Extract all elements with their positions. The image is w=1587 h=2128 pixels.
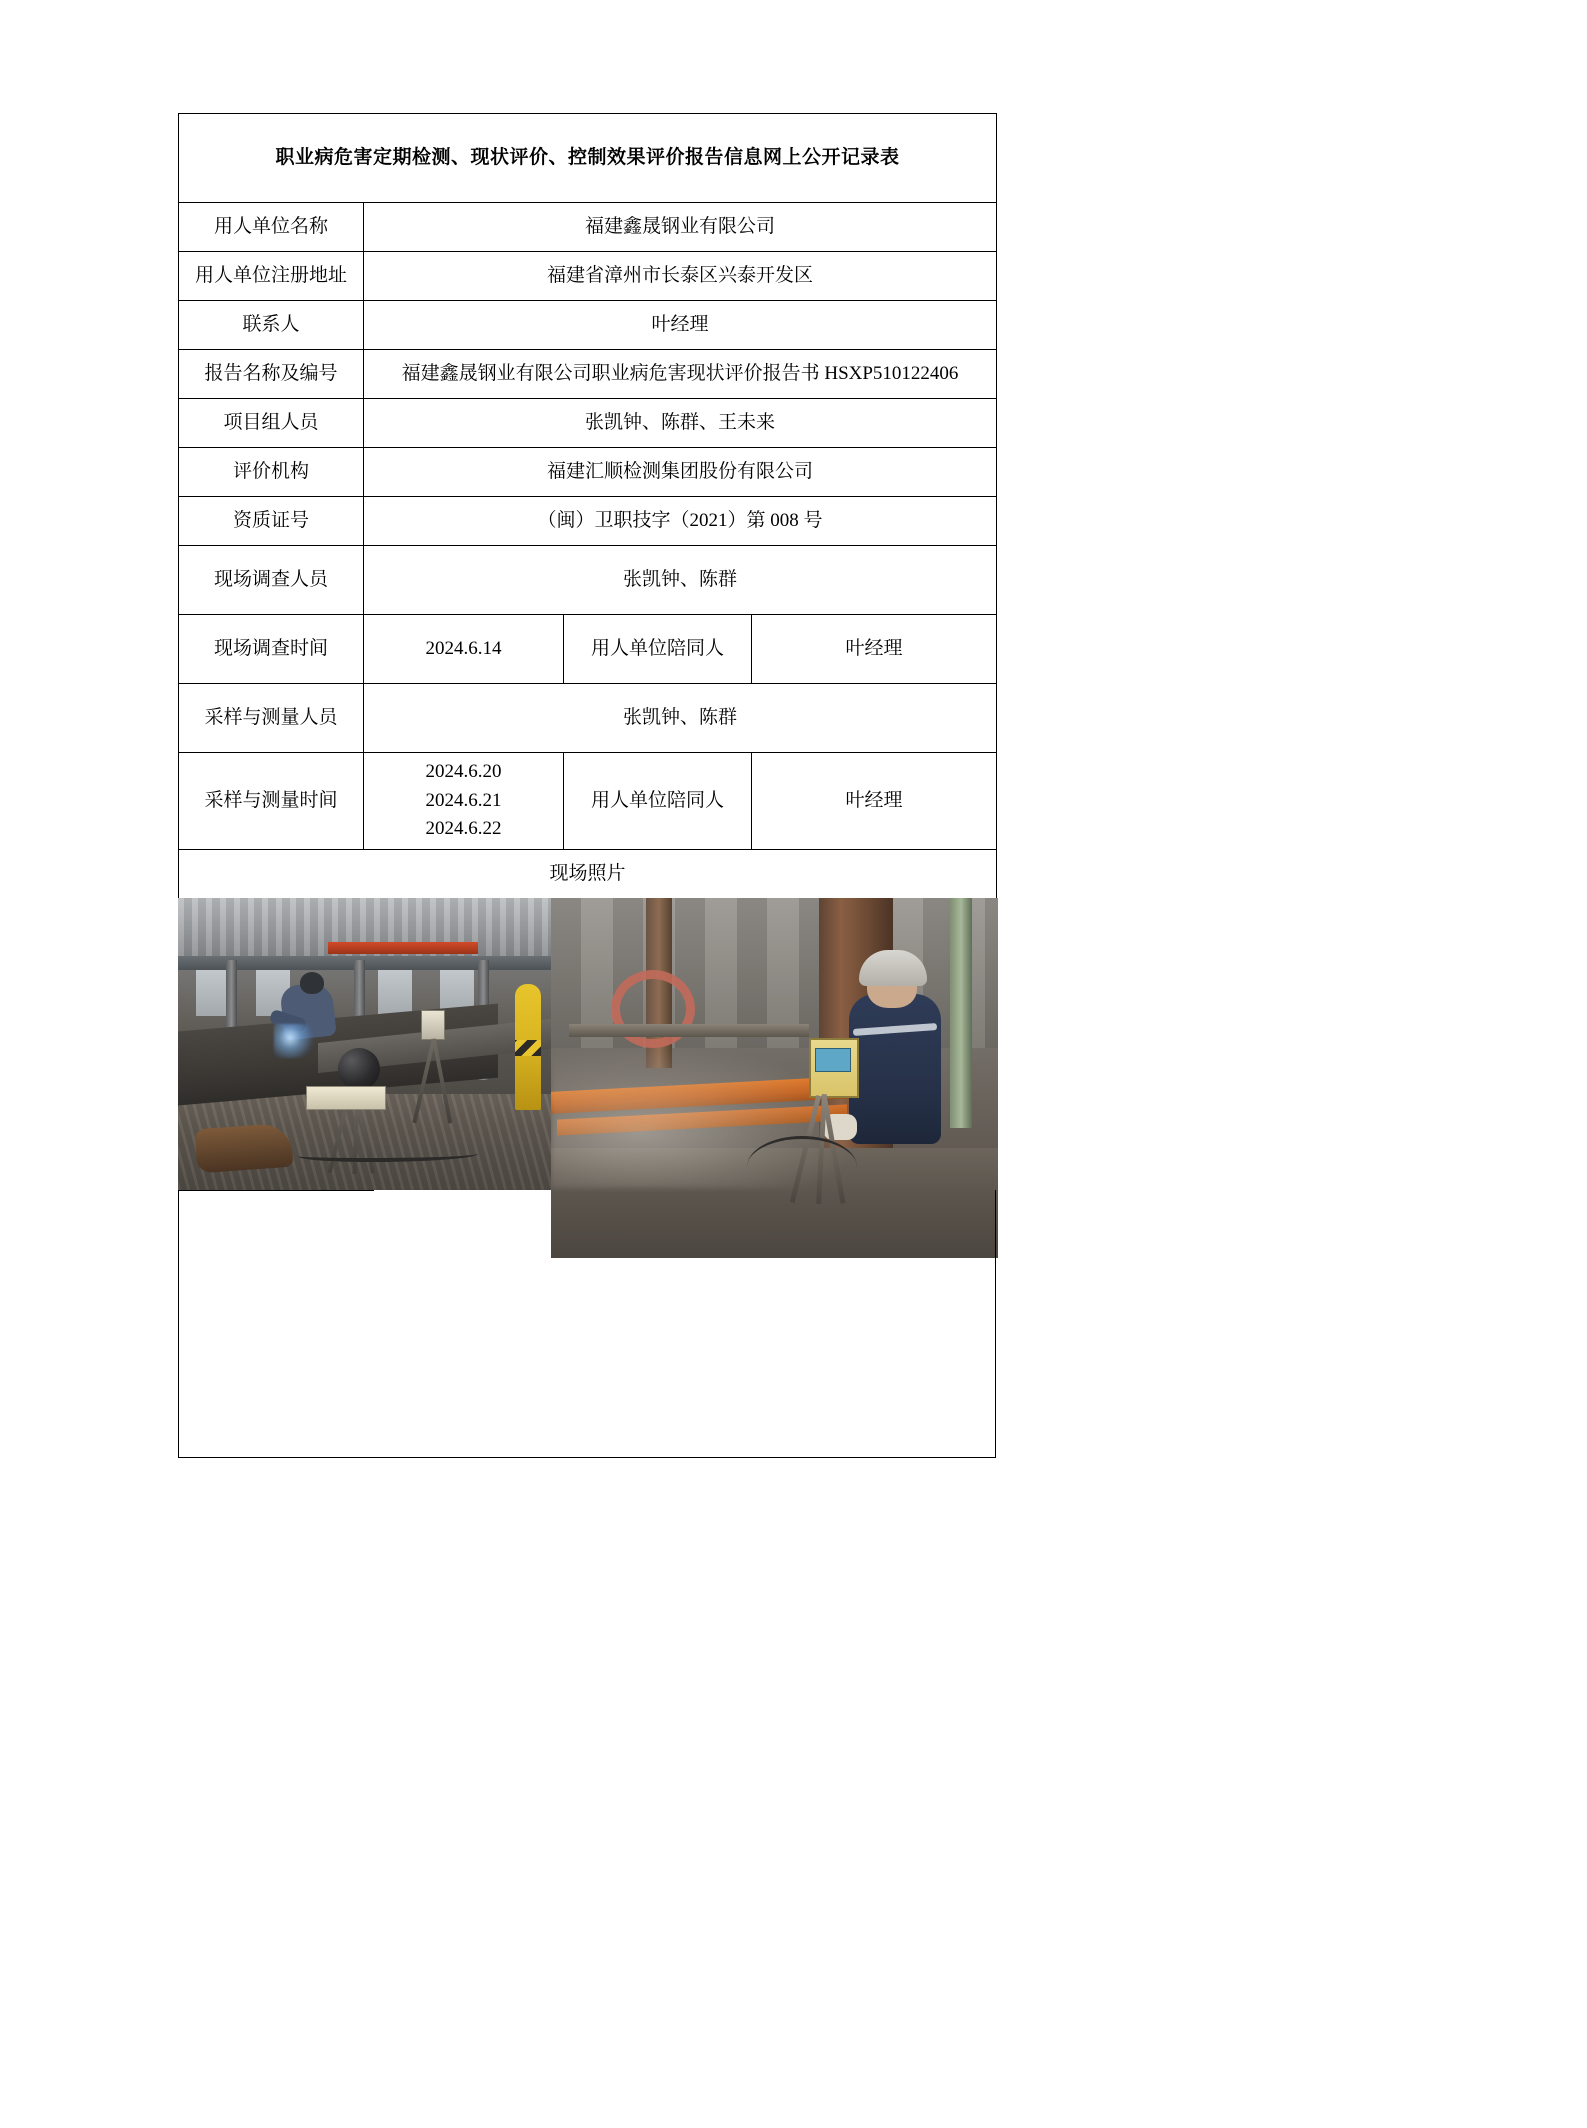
table-row: [179, 684, 997, 753]
sampling-date-3: 2024.6.22: [425, 818, 502, 840]
table-row-title: [179, 114, 997, 203]
row-label-registered-address: 用人单位注册地址: [179, 252, 364, 301]
row-value-qualification-number: （闽）卫职技字（2021）第 008 号: [364, 497, 997, 546]
row-label-report-name-number: 报告名称及编号: [179, 350, 364, 399]
photo-cell-left-border-segment: [178, 1190, 374, 1260]
row-label-project-team: 项目组人员: [179, 399, 364, 448]
table-row-photos-header: [179, 850, 997, 899]
table-row: [179, 350, 997, 399]
row-value-sampling-time: [364, 753, 564, 850]
row-label-employer-name: 用人单位名称: [179, 203, 364, 252]
table-row: [179, 203, 997, 252]
table-row: [179, 399, 997, 448]
row-value-sampling-staff: 张凯钟、陈群: [364, 684, 997, 753]
row-value-evaluation-agency: 福建汇顺检测集团股份有限公司: [364, 448, 997, 497]
row-value-registered-address: 福建省漳州市长泰区兴泰开发区: [364, 252, 997, 301]
row-value-report-name-number: 福建鑫晟钢业有限公司职业病危害现状评价报告书 HSXP510122406: [364, 350, 997, 399]
row-label-contact-person: 联系人: [179, 301, 364, 350]
row-value-contact-person: 叶经理: [364, 301, 997, 350]
row-label-site-survey-staff: 现场调查人员: [179, 546, 364, 615]
table-row: [179, 615, 997, 684]
photos-section-label: 现场照片: [179, 850, 997, 899]
table-row: [179, 252, 997, 301]
row-value-site-survey-staff: 张凯钟、陈群: [364, 546, 997, 615]
row-label-evaluation-agency: 评价机构: [179, 448, 364, 497]
row-value-project-team: 张凯钟、陈群、王未来: [364, 399, 997, 448]
sampling-date-2: 2024.6.21: [425, 789, 502, 811]
row-label-sampling-staff: 采样与测量人员: [179, 684, 364, 753]
table-row: [179, 753, 997, 850]
row-value-survey-companion: 叶经理: [752, 615, 997, 684]
table-row: [179, 301, 997, 350]
sampling-date-1: 2024.6.20: [425, 761, 502, 783]
row-label-survey-companion: 用人单位陪同人: [564, 615, 752, 684]
row-label-site-survey-time: 现场调查时间: [179, 615, 364, 684]
row-value-employer-name: 福建鑫晟钢业有限公司: [364, 203, 997, 252]
row-label-sampling-time: 采样与测量时间: [179, 753, 364, 850]
table-row: [179, 448, 997, 497]
table-row: [179, 546, 997, 615]
row-value-sampling-companion: 叶经理: [752, 753, 997, 850]
page-title: 职业病危害定期检测、现状评价、控制效果评价报告信息网上公开记录表: [179, 114, 997, 203]
table-row: [179, 497, 997, 546]
row-label-qualification-number: 资质证号: [179, 497, 364, 546]
row-value-site-survey-time: 2024.6.14: [364, 615, 564, 684]
report-disclosure-table: [178, 113, 997, 899]
photo-welding-noise-measurement: [178, 898, 553, 1190]
row-label-sampling-companion: 用人单位陪同人: [564, 753, 752, 850]
